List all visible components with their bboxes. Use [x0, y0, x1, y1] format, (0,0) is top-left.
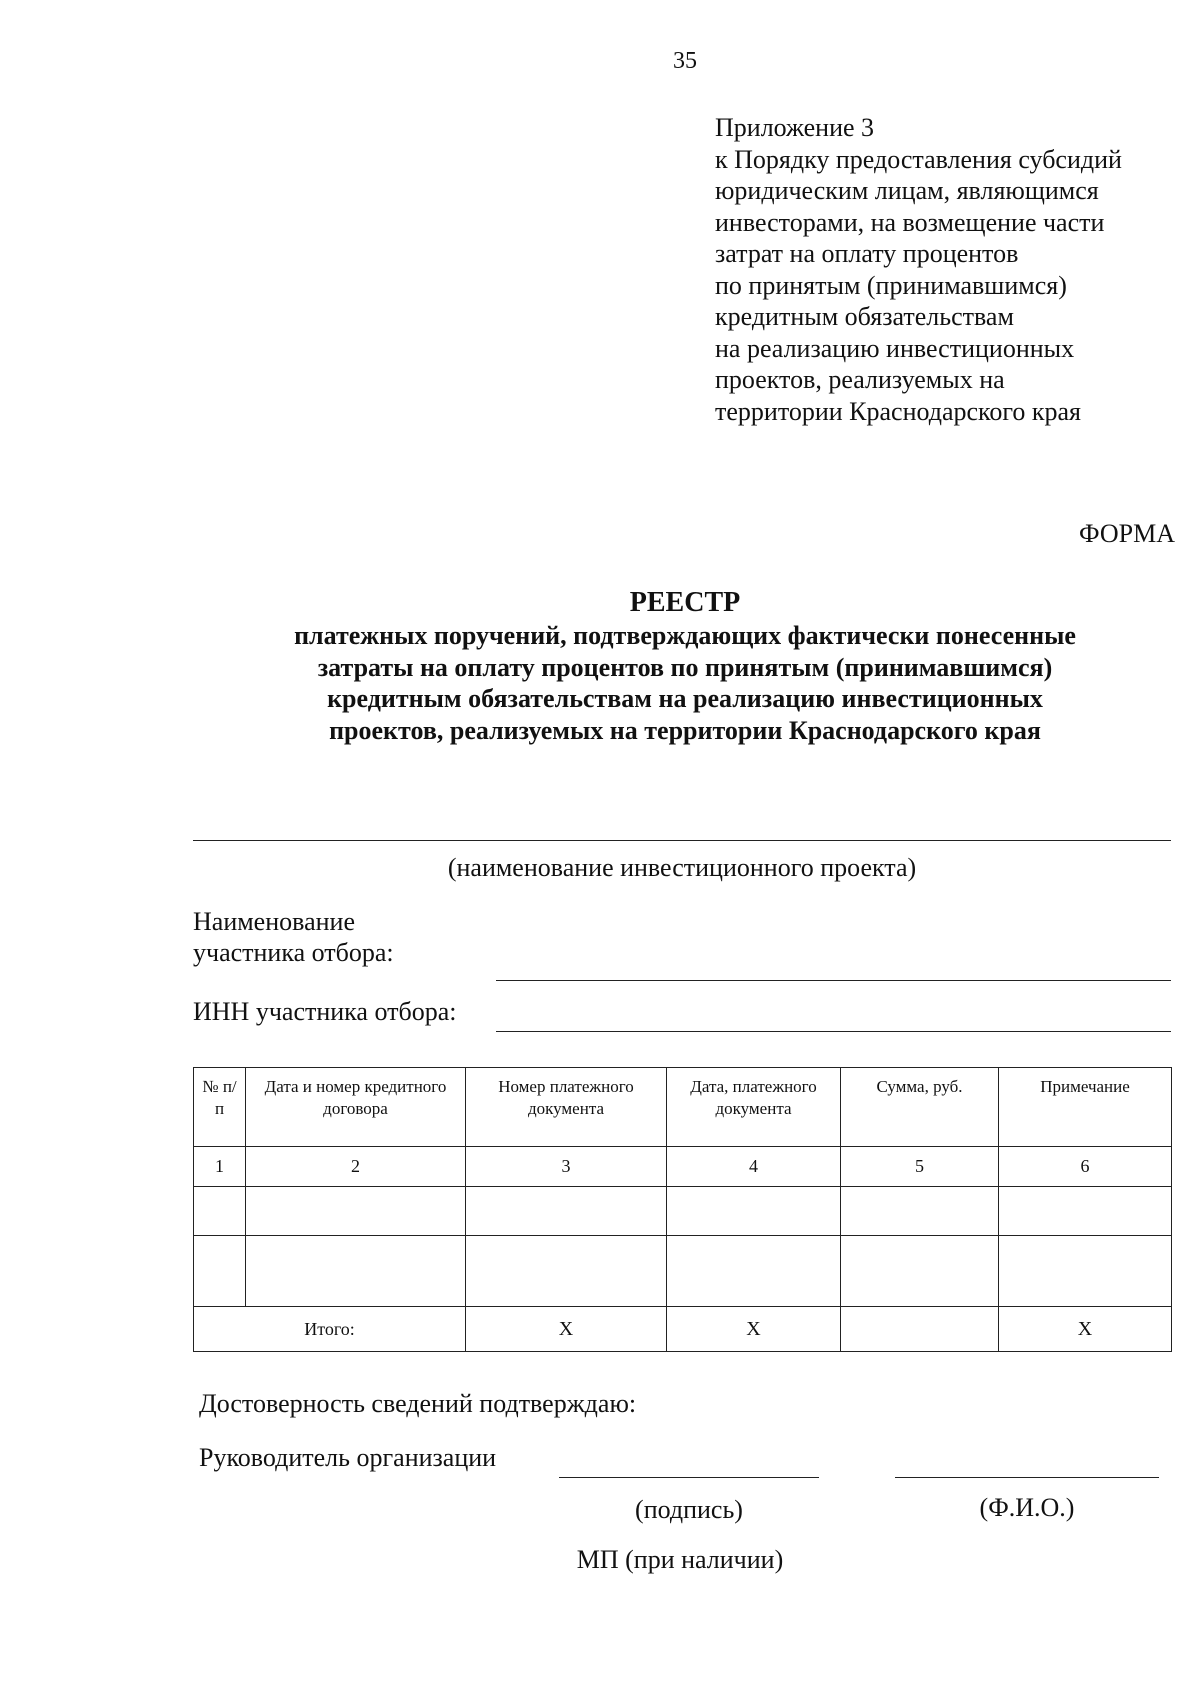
- page-number: 35: [673, 48, 697, 74]
- empty-cell[interactable]: [466, 1186, 667, 1235]
- appendix-line: юридическим лицам, являющимся: [715, 176, 1099, 205]
- inn-field[interactable]: [496, 1031, 1171, 1032]
- title-main: РЕЕСТР: [629, 587, 741, 618]
- confirmation-text: Достоверность сведений подтверждаю:: [199, 1389, 637, 1418]
- header-cell: Дата, платежного документа: [667, 1068, 841, 1147]
- participant-label-line: Наименование: [193, 907, 355, 936]
- project-name-caption: (наименование инвестиционного проекта): [447, 853, 917, 882]
- appendix-line: проектов, реализуемых на: [715, 365, 1005, 394]
- empty-cell[interactable]: [667, 1186, 841, 1235]
- total-row: [194, 1306, 1172, 1351]
- subtitle-line: проектов, реализуемых на территории Краснодарского края: [329, 715, 1041, 745]
- participant-label-line: участника отбора:: [193, 938, 394, 967]
- column-number-cell: 3: [466, 1146, 667, 1186]
- column-number-cell: 2: [246, 1146, 466, 1186]
- empty-cell[interactable]: [246, 1186, 466, 1235]
- empty-cell[interactable]: [667, 1236, 841, 1306]
- empty-cell[interactable]: [841, 1186, 999, 1235]
- project-name-line[interactable]: [193, 840, 1171, 841]
- appendix-line: территории Краснодарского края: [715, 396, 1082, 426]
- appendix-line: затрат на оплату процентов: [715, 239, 1019, 268]
- appendix-note: [715, 112, 1175, 427]
- table-header-row: [194, 1068, 1172, 1147]
- signature-caption: (подпись): [635, 1495, 743, 1524]
- header-cell: Примечание: [999, 1068, 1172, 1147]
- header-cell: Дата и номер кредитного договора: [246, 1068, 466, 1147]
- table-row: [194, 1236, 1172, 1306]
- empty-cell[interactable]: [999, 1236, 1172, 1306]
- empty-cell[interactable]: [466, 1236, 667, 1306]
- subtitle-line: затраты на оплату процентов по принятым (принимавшимся): [317, 652, 1053, 682]
- title-subtitle: [250, 620, 1120, 746]
- signature-line[interactable]: [559, 1477, 819, 1478]
- total-sum-cell[interactable]: [841, 1306, 999, 1351]
- registry-table: [193, 1067, 1172, 1352]
- empty-cell[interactable]: [194, 1236, 246, 1306]
- empty-cell[interactable]: [999, 1186, 1172, 1235]
- appendix-line: Приложение 3: [715, 113, 875, 142]
- total-mark: Х: [667, 1306, 841, 1351]
- column-number-cell: 6: [999, 1146, 1172, 1186]
- stamp-caption: МП (при наличии): [576, 1545, 784, 1574]
- column-number-cell: 1: [194, 1146, 246, 1186]
- appendix-line: кредитным обязательствам: [715, 302, 1014, 331]
- fio-caption: (Ф.И.О.): [979, 1493, 1075, 1522]
- subtitle-line: кредитным обязательствам на реализацию инвестиционных: [327, 684, 1043, 713]
- subtitle-line: платежных поручений, подтверждающих фактически понесенные: [294, 621, 1076, 650]
- total-label: Итого:: [194, 1306, 466, 1351]
- header-cell: Номер платежного документа: [466, 1068, 667, 1147]
- form-label: ФОРМА: [1079, 519, 1175, 548]
- column-number-cell: 4: [667, 1146, 841, 1186]
- header-cell: Сумма, руб.: [841, 1068, 999, 1147]
- empty-cell[interactable]: [246, 1236, 466, 1306]
- participant-name-field[interactable]: [496, 980, 1171, 981]
- empty-cell[interactable]: [194, 1186, 246, 1235]
- empty-cell[interactable]: [841, 1236, 999, 1306]
- inn-label: ИНН участника отбора:: [193, 997, 457, 1026]
- column-number-row: [194, 1146, 1172, 1186]
- fio-line[interactable]: [895, 1477, 1159, 1478]
- column-number-cell: 5: [841, 1146, 999, 1186]
- head-of-organization-label: Руководитель организации: [199, 1443, 497, 1472]
- total-mark: Х: [999, 1306, 1172, 1351]
- document-title: [250, 586, 1120, 746]
- appendix-line: инвесторами, на возмещение части: [715, 207, 1105, 237]
- header-cell: № п/п: [194, 1068, 246, 1147]
- table-row: [194, 1186, 1172, 1235]
- appendix-line: на реализацию инвестиционных: [715, 333, 1075, 363]
- participant-name-label: [193, 906, 394, 968]
- appendix-line: к Порядку предоставления субсидий: [715, 144, 1122, 174]
- appendix-line: по принятым (принимавшимся): [715, 270, 1067, 300]
- total-mark: Х: [466, 1306, 667, 1351]
